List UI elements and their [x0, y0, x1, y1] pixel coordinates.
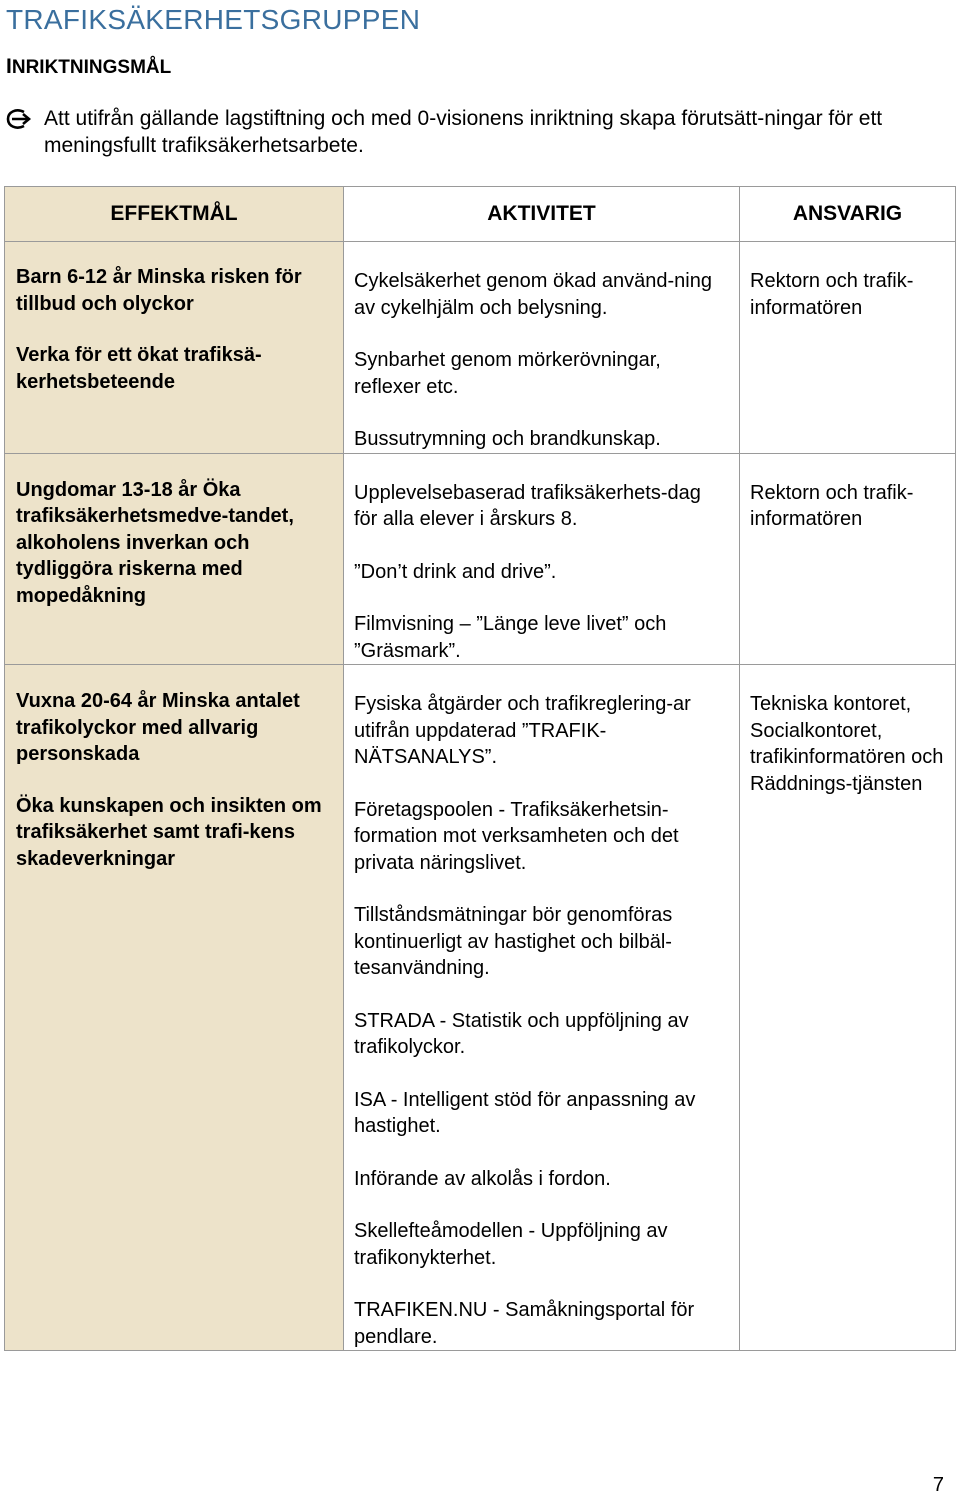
header-effektmal: EFFEKTMÅL	[5, 187, 344, 242]
aktivitet-cell	[344, 453, 740, 665]
arrow-right-icon	[4, 106, 32, 132]
aktivitet-paragraph: Fysiska åtgärder och trafikreglering-ar utifrån uppdaterad ”TRAFIK-NÄTSANALYS”.	[354, 693, 691, 768]
header-ansvarig: ANSVARIG	[740, 187, 956, 242]
table-row	[5, 242, 956, 454]
effekt-paragraph: Vuxna 20-64 år Minska antalet trafikolyckor med allvarig personskada	[16, 690, 300, 765]
effekt-paragraph: Öka kunskapen och insikten om trafiksäkerhet samt trafi-kens skadeverkningar	[16, 794, 322, 870]
effekt-cell	[5, 242, 344, 454]
aktivitet-paragraph: Tillståndsmätningar bör genomföras kontinuerligt av hastighet och bilbäl-tesanvändning.	[354, 904, 673, 979]
section-heading-initial: I	[6, 55, 12, 78]
ansvarig-cell	[740, 665, 956, 1351]
aktivitet-paragraph: ISA - Intelligent stöd för anpassning av hastighet.	[354, 1088, 696, 1137]
goal-text: Att utifrån gällande lagstiftning och med 0-visionens inriktning skapa förutsätt-ningar för ett meningsfullt trafiksäkerhetsarbete.	[44, 107, 883, 157]
aktivitet-paragraph: Synbarhet genom mörkerövningar, reflexer etc.	[354, 349, 661, 398]
aktivitet-paragraph: Upplevelsebaserad trafiksäkerhets-dag för alla elever i årskurs 8.	[354, 481, 701, 530]
goals-table	[4, 186, 956, 1351]
aktivitet-paragraph: Införande av alkolås i fordon.	[354, 1167, 611, 1190]
ansvarig-cell	[740, 453, 956, 665]
page-number: 7	[932, 1474, 944, 1496]
section-heading	[6, 55, 171, 80]
effekt-paragraph: Ungdomar 13-18 år Öka trafiksäkerhetsmedve-tandet, alkoholens inverkan och tydliggöra riskerna med mopedåkning	[16, 478, 294, 607]
aktivitet-paragraph: Filmvisning – ”Länge leve livet” och ”Gräsmark”.	[354, 613, 667, 662]
aktivitet-paragraph: Skellefteåmodellen - Uppföljning av trafikonykterhet.	[354, 1220, 668, 1269]
table-row	[5, 665, 956, 1351]
aktivitet-paragraph: STRADA - Statistik och uppföljning av trafikolyckor.	[354, 1009, 689, 1058]
header-aktivitet: AKTIVITET	[344, 187, 740, 242]
section-heading-rest: NRIKTNINGSMÅL	[11, 57, 172, 78]
page-title: TRAFIKSÄKERHETSGRUPPEN	[6, 4, 421, 35]
aktivitet-cell	[344, 665, 740, 1351]
effekt-paragraph: Verka för ett ökat trafiksä-kerhetsbeteende	[16, 344, 262, 393]
aktivitet-paragraph: Företagspoolen - Trafiksäkerhetsin-formation mot verksamheten och det privata näringslivet.	[354, 798, 679, 874]
table-row	[5, 453, 956, 665]
effekt-cell	[5, 453, 344, 665]
effekt-cell	[5, 665, 344, 1351]
ansvarig-text: Tekniska kontoret, Socialkontoret, trafikinformatören och Räddnings-tjänsten	[750, 693, 944, 795]
aktivitet-paragraph: ”Don’t drink and drive”.	[354, 560, 557, 583]
table-header-row	[5, 187, 956, 242]
aktivitet-paragraph: Bussutrymning och brandkunskap.	[354, 428, 661, 450]
aktivitet-paragraph: Cykelsäkerhet genom ökad använd-ning av cykelhjälm och belysning.	[354, 270, 712, 319]
effekt-paragraph: Barn 6-12 år Minska risken för tillbud och olyckor	[16, 266, 302, 315]
aktivitet-cell	[344, 242, 740, 454]
ansvarig-text: Rektorn och trafik-informatören	[750, 481, 914, 530]
ansvarig-text: Rektorn och trafik-informatören	[750, 270, 914, 319]
ansvarig-cell	[740, 242, 956, 454]
aktivitet-paragraph: TRAFIKEN.NU - Samåkningsportal för pendlare.	[354, 1299, 695, 1348]
